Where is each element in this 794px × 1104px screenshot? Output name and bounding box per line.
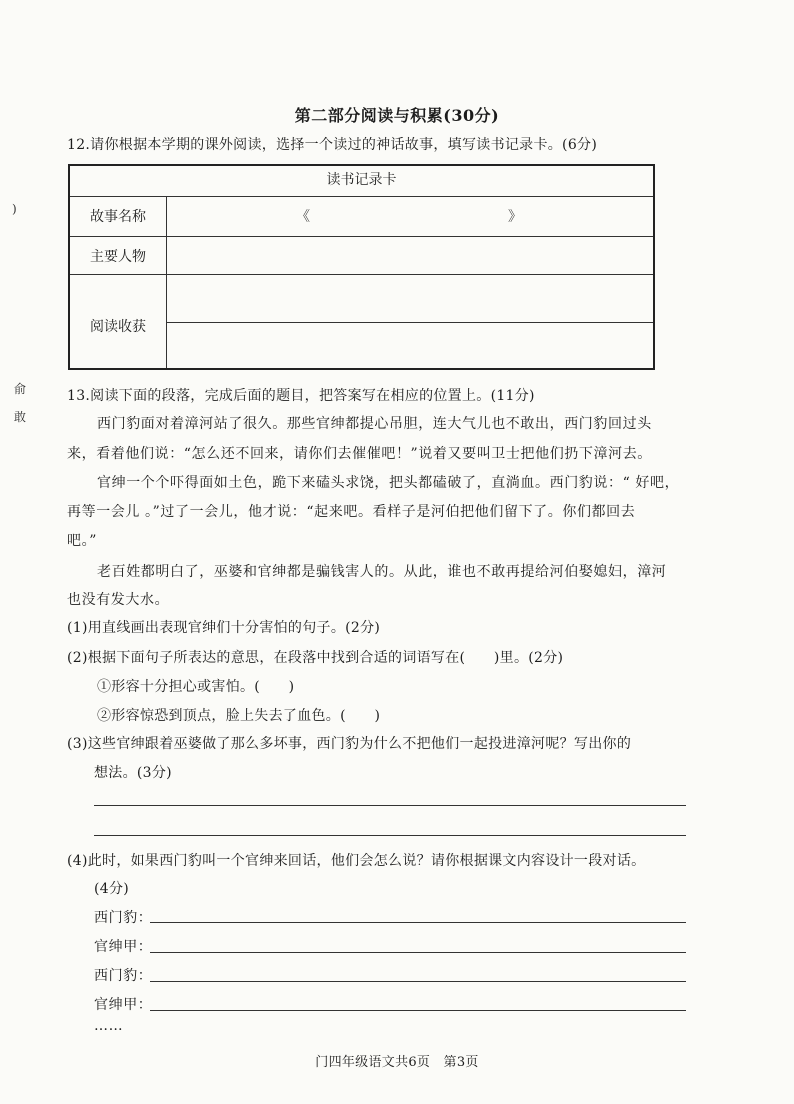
answer-line [94, 805, 686, 806]
dialogue-line [150, 922, 686, 923]
dialogue-line [150, 952, 686, 953]
q13-sub2: (2)根据下面句子所表达的意思，在段落中找到合适的词语写在( )里。(2分) [67, 650, 564, 666]
card-row-characters [70, 236, 653, 275]
q13-sub4: (4)此时，如果西门豹叫一个官绅来回话，他们会怎么说？请你根据课文内容设计一段对话。 [67, 853, 646, 869]
left-book-bracket: 《 [296, 209, 310, 225]
q13-sub3-cont: 想法。(3分) [94, 765, 172, 781]
q13-sub1: (1)用直线画出表现官绅们十分害怕的句子。(2分) [67, 620, 381, 636]
passage-line: 官绅一个个吓得面如土色，跪下来磕头求饶，把头都磕破了，直淌血。西门豹说：“ 好吧， [97, 475, 680, 491]
card-label: 阅读收获 [90, 319, 146, 335]
card-inner-rule [166, 322, 653, 323]
dialogue-speaker: 西门豹： [94, 910, 153, 926]
right-book-bracket: 》 [508, 209, 522, 225]
margin-mark: 敢 [14, 410, 27, 424]
passage-line: 西门豹面对着漳河站了很久。那些官绅都提心吊胆，连大气儿也不敢出，西门豹回过头 [97, 416, 652, 432]
q13-sub3: (3)这些官绅跟着巫婆做了那么多坏事，西门豹为什么不把他们一起投进漳河呢？写出你的 [67, 736, 632, 752]
passage-line: 老百姓都明白了，巫婆和官绅都是骗钱害人的。从此，谁也不敢再提给河伯娶媳妇，漳河 [97, 564, 667, 580]
q13-sub2b: ②形容惊恐到顶点，脸上失去了血色。( ) [97, 708, 381, 724]
section-heading: 第二部分阅读与积累(30分) [294, 106, 500, 125]
card-label: 主要人物 [90, 249, 146, 265]
dialogue-line [150, 1010, 686, 1011]
answer-line [94, 835, 686, 836]
passage-line: 再等一会儿 。”过了一会儿，他才说：“起来吧。看样子是河伯把他们留下了。你们都回去 [67, 504, 636, 520]
reading-record-card [68, 164, 655, 370]
q13-sub4-cont: (4分) [94, 881, 130, 897]
page-footer: 门四年级语文共6页 第3页 [315, 1055, 479, 1070]
dialogue-speaker: 官绅甲： [94, 997, 153, 1013]
margin-mark: ) [12, 202, 17, 216]
passage-line: 吧。” [67, 533, 97, 549]
passage-line: 也没有发大水。 [67, 592, 170, 608]
margin-mark: 俞 [14, 382, 27, 396]
card-row-story-name [70, 196, 653, 237]
card-title: 读书记录卡 [70, 166, 653, 197]
dialogue-speaker: 西门豹： [94, 968, 153, 984]
q12-prompt: 12.请你根据本学期的课外阅读，选择一个读过的神话故事，填写读书记录卡。(6分) [67, 137, 598, 153]
card-label: 故事名称 [90, 209, 146, 225]
dialogue-ellipsis: …… [94, 1018, 124, 1034]
q13-sub2a: ①形容十分担心或害怕。( ) [97, 679, 295, 695]
dialogue-line [150, 981, 686, 982]
passage-line: 来，看着他们说：“怎么还不回来，请你们去催催吧！”说着又要叫卫士把他们扔下漳河去。 [67, 446, 652, 462]
q13-prompt: 13.阅读下面的段落，完成后面的题目，把答案写在相应的位置上。(11分) [67, 388, 535, 404]
dialogue-speaker: 官绅甲： [94, 939, 153, 955]
